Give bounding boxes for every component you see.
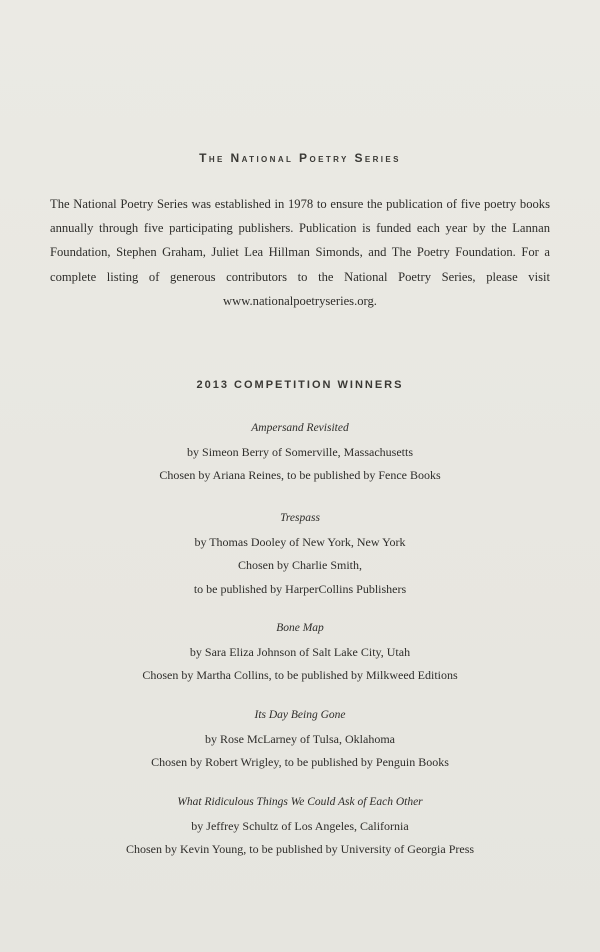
judge-line: Chosen by Kevin Young, to be published by University of Georgia Press — [125, 842, 475, 856]
series-title: The National Poetry Series — [199, 151, 401, 165]
book-title: Its Day Being Gone — [254, 709, 346, 721]
judge-line: Chosen by Ariana Reines, to be published by Fence Books — [159, 468, 441, 482]
author-line: by Thomas Dooley of New York, New York — [194, 534, 406, 549]
winners-heading: 2013 COMPETITION WINNERS — [196, 379, 404, 391]
book-title: What Ridiculous Things We Could Ask of Each Other — [177, 796, 423, 808]
judge-line: Chosen by Martha Collins, to be published by Milkweed Editions — [142, 668, 458, 682]
winner-entry — [0, 417, 600, 488]
intro-paragraph: The National Poetry Series was established in 1978 to ensure the publication of five poetry books annually through five participating publishers. Publication is funded each year by the Lannan Foundation, Stephen Graham, Juliet Lea Hillman Simonds, and The Poetry Foundation. For a complete listing of generous contributors to the National Poetry Series, please visit www.nationalpoetryseries.org. — [50, 197, 550, 308]
book-title: Ampersand Revisited — [251, 422, 349, 434]
author-line: by Sara Eliza Johnson of Salt Lake City, Utah — [189, 644, 411, 659]
book-title: Bone Map — [276, 622, 324, 634]
author-line: by Rose McLarney of Tulsa, Oklahoma — [205, 731, 395, 746]
publisher-line: to be published by HarperCollins Publishers — [193, 581, 407, 596]
winner-entry — [0, 507, 600, 601]
author-line: by Simeon Berry of Somerville, Massachusetts — [187, 444, 413, 459]
judge-line: Chosen by Charlie Smith, — [238, 558, 362, 572]
winner-entry — [0, 704, 600, 775]
book-title: Trespass — [280, 512, 320, 524]
author-line: by Jeffrey Schultz of Los Angeles, California — [191, 818, 409, 833]
winner-entry — [0, 791, 600, 862]
winner-entry — [0, 617, 600, 688]
judge-line: Chosen by Robert Wrigley, to be published by Penguin Books — [151, 755, 449, 769]
